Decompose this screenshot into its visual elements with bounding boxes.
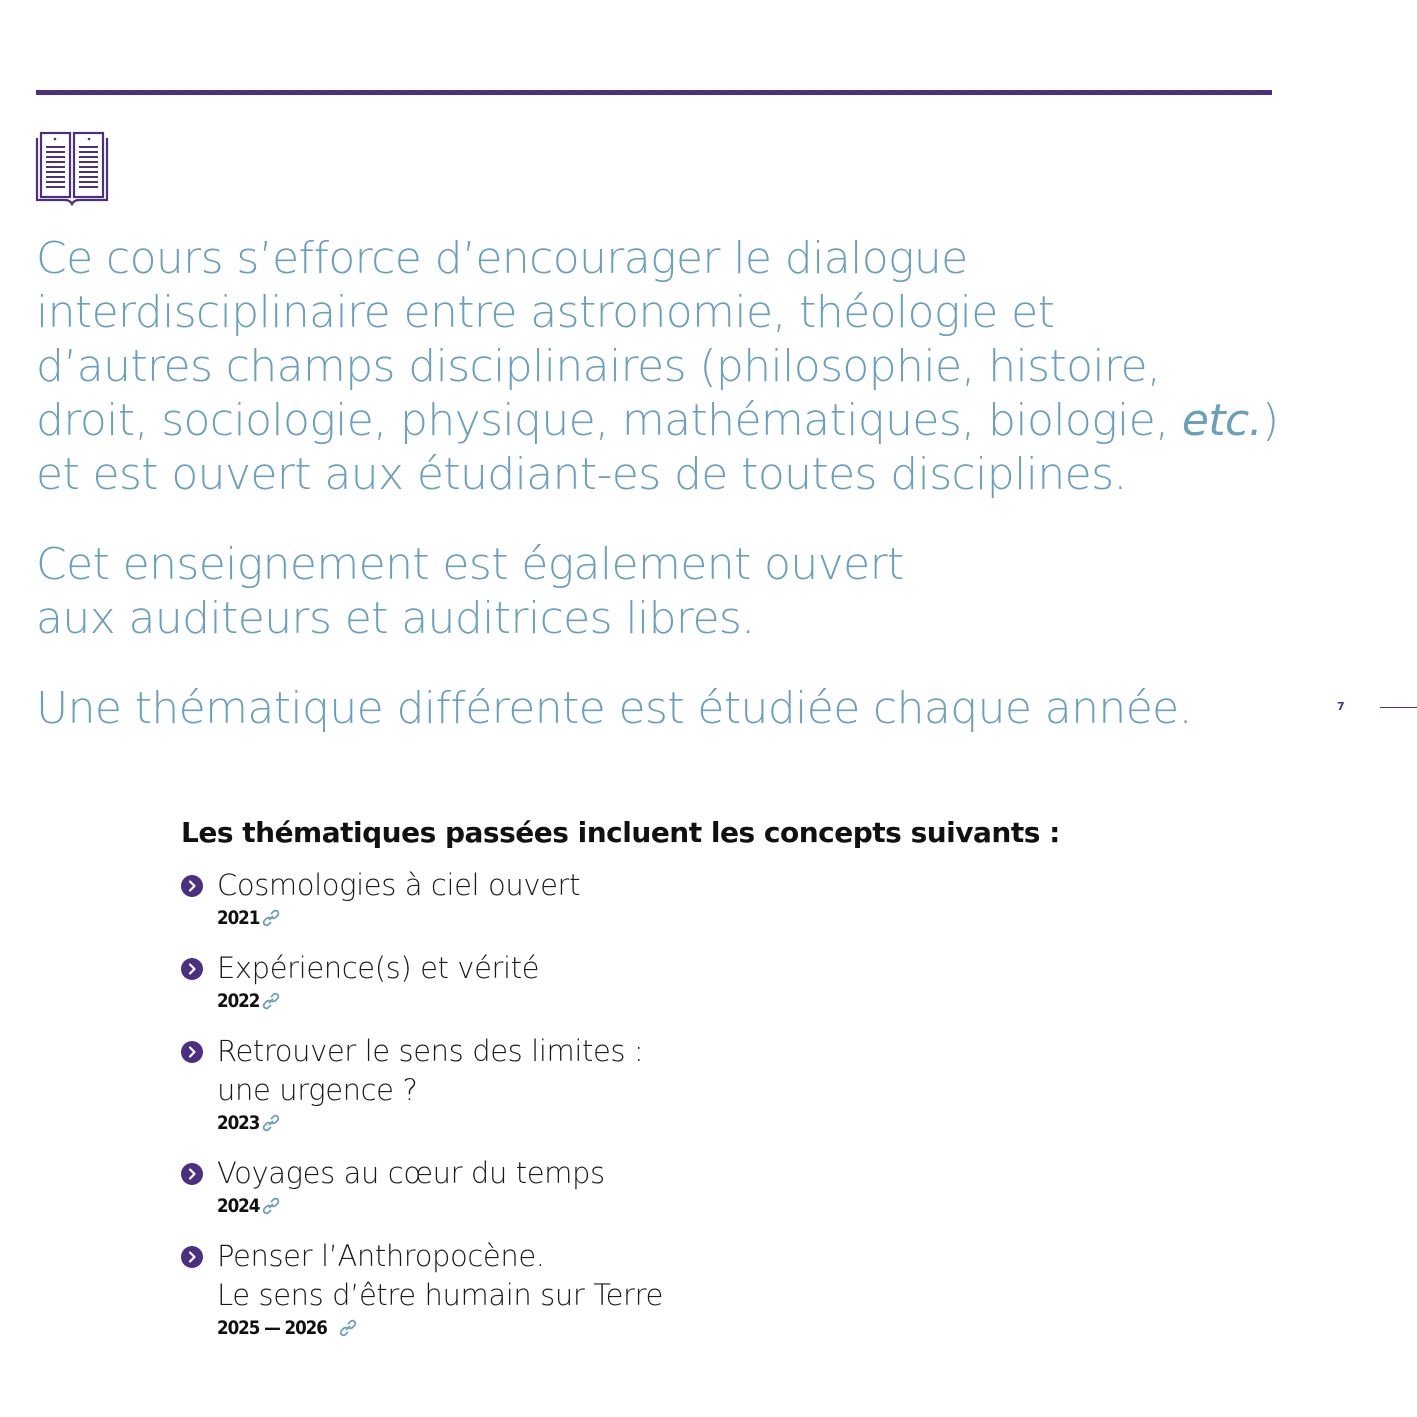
theme-year: 2022 [217, 990, 260, 1012]
link-icon[interactable] [338, 1318, 358, 1338]
page-marker-line [1380, 707, 1417, 708]
open-book-icon [35, 130, 109, 206]
yearly-theme-line: Une thématique différente est étudiée chaque année. [36, 683, 1193, 734]
link-icon[interactable] [261, 908, 281, 928]
list-item [181, 1237, 881, 1341]
link-icon[interactable] [261, 1113, 281, 1133]
yearly-theme-paragraph [36, 682, 1286, 736]
theme-title: une urgence ? [217, 1073, 418, 1107]
chevron-right-icon [181, 1246, 203, 1268]
theme-title: Cosmologies à ciel ouvert [217, 868, 581, 902]
link-icon[interactable] [261, 1196, 281, 1216]
intro-line: d’autres champs disciplinaires (philosophie, histoire, [36, 341, 1161, 392]
intro-paragraph [36, 232, 1286, 502]
themes-list [181, 866, 881, 1359]
intro-etc: etc. [1181, 395, 1263, 446]
intro-line-text: droit, sociologie, physique, mathématiques, biologie, [36, 395, 1169, 446]
intro-line [36, 394, 1286, 448]
theme-year: 2024 [217, 1195, 260, 1217]
chevron-right-icon [181, 1163, 203, 1185]
list-item [181, 1032, 881, 1136]
theme-meta [217, 1110, 881, 1136]
themes-heading: Les thématiques passées incluent les concepts suivants : [181, 816, 1060, 849]
list-item [181, 1154, 881, 1219]
auditors-line: aux auditeurs et auditrices libres. [36, 593, 755, 644]
theme-title: Le sens d’être humain sur Terre [217, 1278, 663, 1312]
auditors-paragraph [36, 538, 1286, 646]
theme-title: Expérience(s) et vérité [217, 951, 540, 985]
chevron-right-icon [181, 1041, 203, 1063]
top-divider [36, 90, 1272, 95]
theme-year: 2023 [217, 1112, 260, 1134]
intro-line: interdisciplinaire entre astronomie, théologie et [36, 287, 1055, 338]
theme-meta [217, 905, 881, 931]
theme-meta [217, 1193, 881, 1219]
theme-title: Retrouver le sens des limites : [217, 1034, 644, 1068]
intro-line: et est ouvert aux étudiant-es de toutes disciplines. [36, 449, 1127, 500]
list-item [181, 949, 881, 1014]
chevron-right-icon [181, 875, 203, 897]
theme-meta [217, 1315, 881, 1341]
intro-line: Ce cours s’efforce d’encourager le dialogue [36, 233, 968, 284]
theme-title: Voyages au cœur du temps [217, 1156, 605, 1190]
theme-year: 2025 — 2026 [217, 1317, 327, 1339]
intro-paren: ) [1262, 395, 1279, 446]
chevron-right-icon [181, 958, 203, 980]
auditors-line: Cet enseignement est également ouvert [36, 539, 904, 590]
theme-title: Penser l’Anthropocène. [217, 1239, 545, 1273]
theme-year: 2021 [217, 907, 260, 929]
link-icon[interactable] [261, 991, 281, 1011]
theme-meta [217, 988, 881, 1014]
list-item [181, 866, 881, 931]
page-number: 7 [1337, 700, 1345, 713]
